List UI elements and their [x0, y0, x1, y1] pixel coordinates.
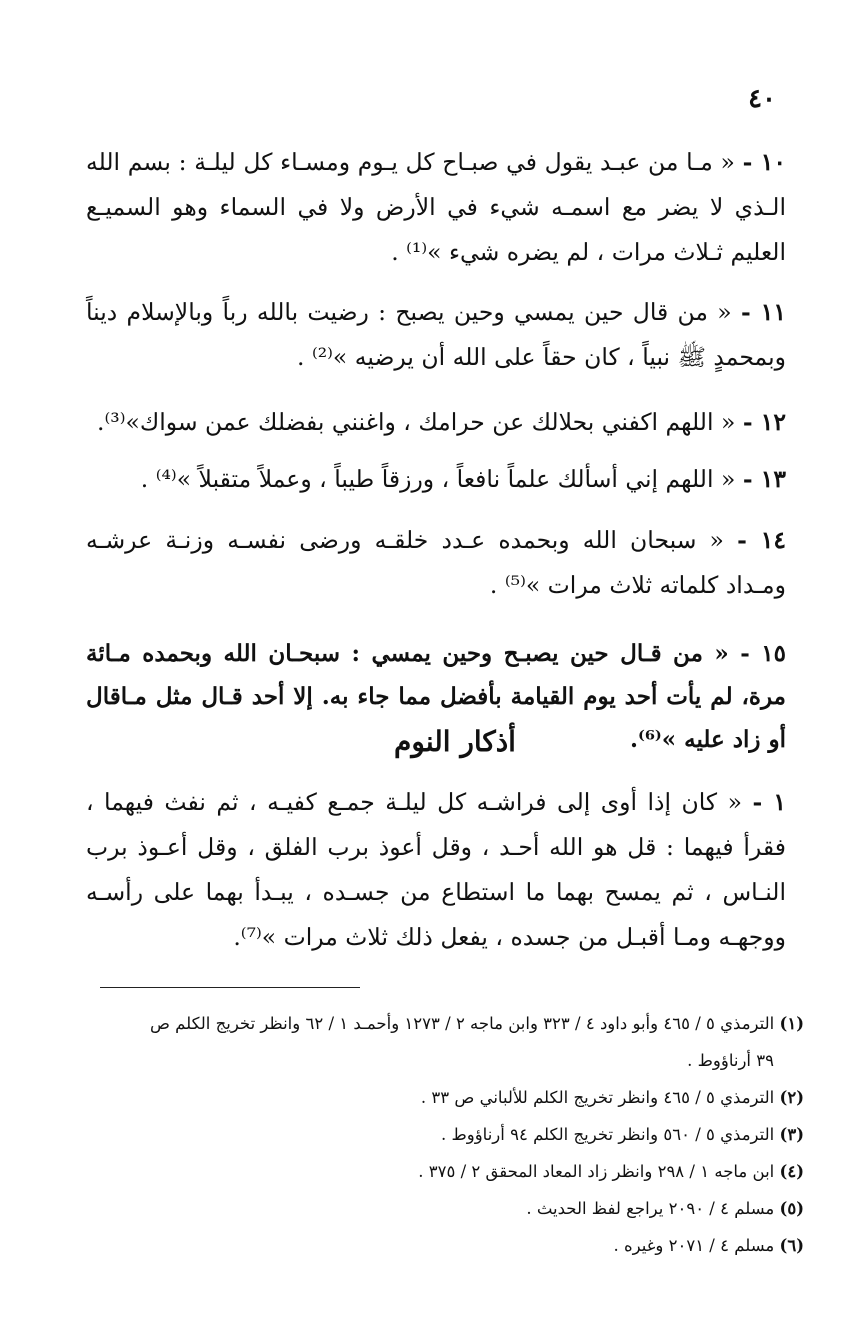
dhikr-14 [86, 518, 786, 608]
dhikr-13 [86, 457, 786, 502]
item-number: ١٠ - [742, 148, 786, 176]
item-number: ١ - [752, 788, 786, 816]
footnote-mark: (٦) [779, 1236, 804, 1255]
dhikr-12 [86, 400, 786, 445]
footnote [104, 1005, 804, 1079]
footnote-mark: (٣) [779, 1125, 804, 1144]
footnote-text: الترمذي ٥ / ٤٦٥ وانظر تخريج الكلم للألباني ص ٣٣ . [420, 1088, 775, 1107]
section-heading: أذكار النوم [394, 725, 516, 758]
footnote [104, 1079, 804, 1116]
footnote-text: مسلم ٤ / ٢٠٩٠ يراجع لفظ الحديث . [526, 1199, 775, 1218]
footnote [104, 1153, 804, 1190]
footnote-text: ابن ماجه ١ / ٢٩٨ وانظر زاد المعاد المحقق ٢ / ٣٧٥ . [418, 1162, 775, 1181]
footnote-mark: (٢) [779, 1088, 804, 1107]
item-number: ١٢ - [742, 408, 786, 436]
dhikr-10 [86, 140, 786, 275]
footnote-continuation: ٣٩ أرناؤوط . [687, 1051, 774, 1070]
item-text: « مـا من عبـد يقول في صبـاح كل يـوم ومسـاء كل ليلـة : بسم الله الـذي لا يضر مع اسمـه شيء في الأرض ولا في السماء وهو السميـع العليم ثـلاث مرات ، لم يضره شيء »⁽¹⁾ . [86, 148, 786, 266]
footnote-mark: (١) [779, 1014, 804, 1033]
footnote [104, 1227, 804, 1264]
item-number: ١٣ - [742, 465, 786, 493]
item-text: « اللهم إني أسألك علماً نافعاً ، ورزقاً طيباً ، وعملاً متقبلاً »⁽⁴⁾ . [140, 465, 736, 493]
footnote-text: الترمذي ٥ / ٤٦٥ وأبو داود ٤ / ٣٢٣ وابن ماجه ٢ / ١٢٧٣ وأحمـد ١ / ٦٢ وانظر تخريج الكلم ص [149, 1014, 775, 1033]
item-text: « سبحان الله وبحمده عـدد خلقـه ورضى نفسـه وزنـة عرشـه ومـداد كلماته ثلاث مرات »⁽⁵⁾ . [86, 526, 786, 599]
footnote-text: مسلم ٤ / ٢٠٧١ وغيره . [613, 1236, 775, 1255]
sleep-dhikr-1 [86, 780, 786, 960]
footnote-mark: (٥) [779, 1199, 804, 1218]
dhikr-11 [86, 290, 786, 380]
item-number: ١١ - [740, 298, 786, 326]
item-text: « اللهم اكفني بحلالك عن حرامك ، واغنني بفضلك عمن سواك»⁽³⁾. [97, 408, 736, 436]
footnote [104, 1116, 804, 1153]
item-number: ١٥ - [740, 640, 786, 667]
item-text: « كان إذا أوى إلى فراشـه كل ليلـة جمـع كفيـه ، ثم نفث فيهما ، فقرأ فيهما : قل هو الله أحـد ، وقل أعوذ برب الفلق ، وقل أعـوذ برب النـاس ، ثم يمسح بهما ما استطاع من جسـده ، يبـدأ بهما على رأسـه ووجهـه ومـا أقبـل من جسده ، يفعل ذلك ثلاث مرات »⁽⁷⁾. [86, 788, 786, 951]
item-text: « من قال حين يمسي وحين يصبح : رضيت بالله رباً وبالإسلام ديناً وبمحمدٍ ﷺ نبياً ، كان حقاً على الله أن يرضيه »⁽²⁾ . [86, 298, 786, 371]
item-number: ١٤ - [737, 526, 786, 554]
footnote [104, 1190, 804, 1227]
page-number: ٤٠ [748, 84, 776, 114]
footnotes [104, 1005, 804, 1264]
item-text: « من قـال حين يصبـح وحين يمسي : سبحـان الله وبحمده مـائة مرة، لم يأت أحد يوم القيامة بأفضل مما جاء به. إلا أحد قـال مثل مـاقال أو زاد عليه »⁽⁶⁾. [86, 640, 786, 753]
footnote-mark: (٤) [779, 1162, 804, 1181]
footnote-divider [100, 987, 360, 988]
footnote-text: الترمذي ٥ / ٥٦٠ وانظر تخريج الكلم ٩٤ أرناؤوط . [440, 1125, 775, 1144]
